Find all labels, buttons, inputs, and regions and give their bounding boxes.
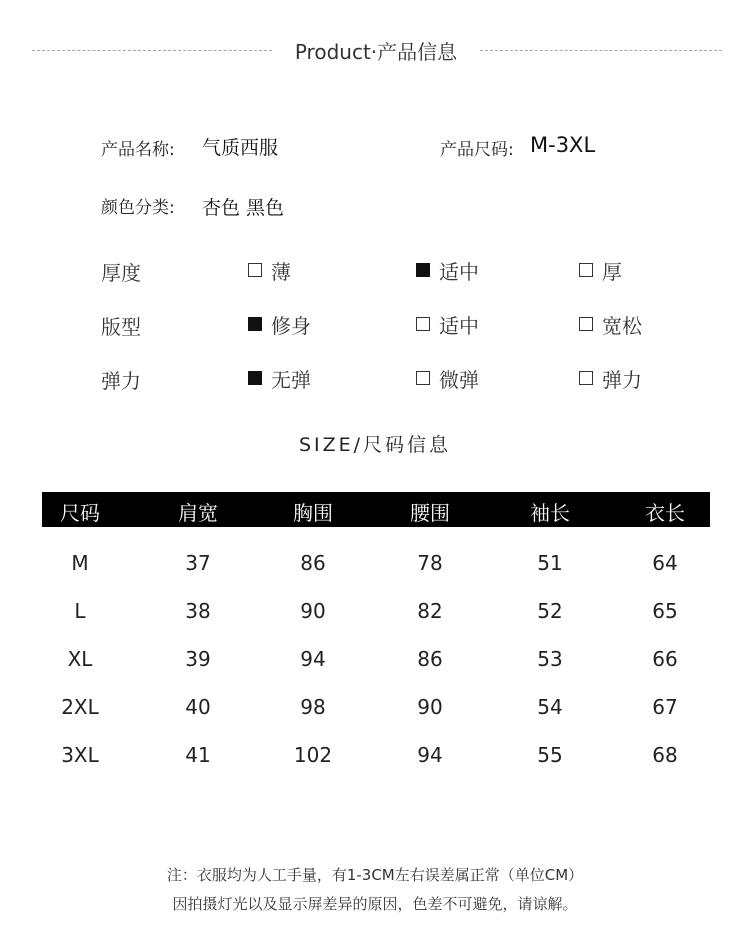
attribute-label-fit: 版型	[101, 315, 141, 339]
size-section-title: SIZE/尺码信息	[298, 434, 452, 456]
option-label: 适中	[439, 313, 479, 338]
measurement-cell: 94	[417, 743, 443, 767]
option-thickness-0	[248, 257, 291, 283]
option-label: 无弹	[271, 367, 311, 392]
measurement-cell: 55	[537, 743, 563, 767]
size-cell: 3XL	[61, 743, 99, 767]
measurement-cell: 102	[293, 743, 333, 767]
measurement-cell: 40	[185, 695, 211, 719]
checked-box-icon	[248, 371, 262, 385]
column-header: 袖长	[530, 501, 570, 525]
product-size-label: 产品尺码:	[440, 140, 514, 160]
measurement-cell: 51	[537, 551, 563, 575]
option-stretch-2	[579, 365, 642, 391]
size-cell: XL	[67, 647, 93, 671]
header-divider-right	[480, 50, 722, 51]
unchecked-box-icon	[416, 317, 430, 331]
column-header: 腰围	[410, 501, 450, 525]
option-label: 宽松	[602, 313, 642, 338]
measurement-cell: 39	[185, 647, 211, 671]
option-stretch-0	[248, 365, 311, 391]
measurement-cell: 53	[537, 647, 563, 671]
attribute-label-thickness: 厚度	[101, 261, 141, 285]
option-fit-1	[416, 311, 479, 337]
measurement-cell: 82	[417, 599, 443, 623]
unchecked-box-icon	[416, 371, 430, 385]
measurement-cell: 86	[417, 647, 443, 671]
measurement-cell: 66	[652, 647, 678, 671]
option-label: 适中	[439, 259, 479, 284]
color-label: 颜色分类:	[101, 198, 175, 218]
size-cell: M	[71, 551, 89, 575]
checked-box-icon	[416, 263, 430, 277]
option-fit-2	[579, 311, 642, 337]
unchecked-box-icon	[579, 263, 593, 277]
checked-box-icon	[248, 317, 262, 331]
measurement-note: 注：衣服均为人工手量，有1-3CM左右误差属正常（单位CM）	[166, 866, 584, 884]
measurement-cell: 52	[537, 599, 563, 623]
column-header: 胸围	[293, 501, 333, 525]
unchecked-box-icon	[579, 371, 593, 385]
measurement-cell: 90	[300, 599, 326, 623]
column-header: 衣长	[645, 501, 685, 525]
option-label: 修身	[271, 313, 311, 338]
option-label: 薄	[271, 259, 291, 284]
measurement-cell: 86	[300, 551, 326, 575]
size-table-header	[42, 492, 710, 527]
unchecked-box-icon	[579, 317, 593, 331]
product-name-label: 产品名称:	[101, 140, 175, 160]
color-value: 杏色 黑色	[202, 197, 285, 219]
measurement-cell: 37	[185, 551, 211, 575]
product-size-value: M-3XL	[530, 133, 596, 157]
column-header: 肩宽	[178, 501, 218, 525]
unchecked-box-icon	[248, 263, 262, 277]
option-thickness-2	[579, 257, 622, 283]
measurement-cell: 38	[185, 599, 211, 623]
size-cell: L	[74, 599, 86, 623]
measurement-cell: 94	[300, 647, 326, 671]
measurement-cell: 98	[300, 695, 326, 719]
option-stretch-1	[416, 365, 479, 391]
option-fit-0	[248, 311, 311, 337]
option-label: 弹力	[602, 367, 642, 392]
option-label: 厚	[602, 259, 622, 284]
option-label: 微弹	[439, 367, 479, 392]
measurement-cell: 41	[185, 743, 211, 767]
section-title: Product·产品信息	[294, 40, 458, 64]
header-divider-left	[32, 50, 272, 51]
measurement-cell: 78	[417, 551, 443, 575]
size-cell: 2XL	[61, 695, 99, 719]
measurement-cell: 68	[652, 743, 678, 767]
attribute-label-stretch: 弹力	[101, 369, 141, 393]
column-header: 尺码	[60, 501, 100, 525]
measurement-cell: 90	[417, 695, 443, 719]
measurement-cell: 54	[537, 695, 563, 719]
measurement-cell: 65	[652, 599, 678, 623]
product-name-value: 气质西服	[202, 137, 279, 159]
measurement-cell: 67	[652, 695, 678, 719]
measurement-cell: 64	[652, 551, 678, 575]
option-thickness-1	[416, 257, 479, 283]
color-difference-note: 因拍摄灯光以及显示屏差异的原因，色差不可避免，请谅解。	[172, 895, 578, 913]
